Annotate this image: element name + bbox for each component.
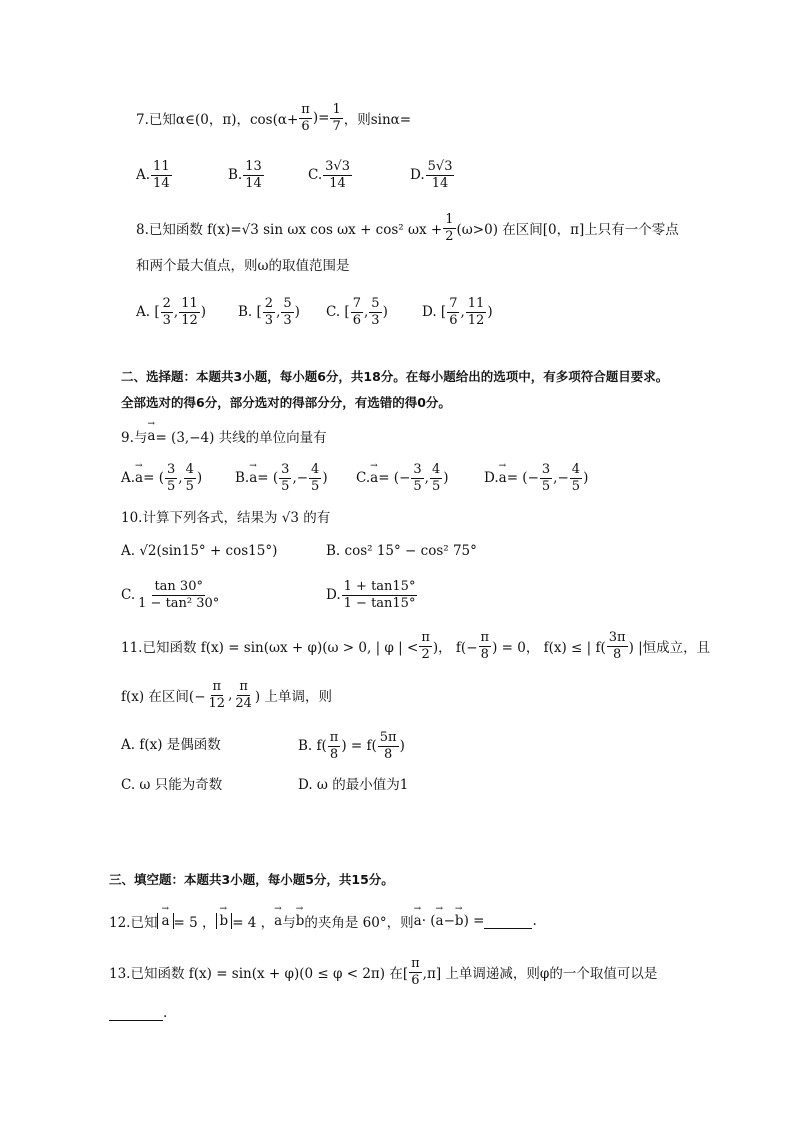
q11-option-c: C. ω 只能为奇数 [121,777,223,793]
q8-option-a: A. [ $\frac{2}{3}$ , $\frac{11}{12}$ ) [136,295,207,328]
q9-option-c: C. → a = (− $\frac{3}{5}$ , $\frac{4}{5}$ ) [356,458,449,498]
q11-option-b: B. f( $\frac{\pi}{8}$ ) = f( $\frac{5\pi}{8}$ ) [298,729,405,762]
q7-fraction-1-7: $\frac{1}{7}$ [332,101,341,134]
q11-option-d: D. ω 的最小值为1 [298,777,409,793]
q11-stem-line1: 11.已知函数 f(x) = sin(ωx + φ)(ω > 0, | φ | < $\frac{\pi}{2}$ )， f(− $\frac{\pi}{8}$ ) = 0， f(x) ≤ | f( $\frac{3\pi}{8}$ ) |恒成立，且 [121,629,711,662]
q7-option-a: A. $\frac{11}{14}$ [136,158,170,191]
q7-option-b: B. $\frac{13}{14}$ [228,158,262,191]
q7-fraction-pi-6: $\frac{\pi}{6}$ [301,101,310,134]
section2-heading-line1: 二、选择题：本题共3小题，每小题6分，共18分。在每小题给出的选项中，有多项符合题目要求。 [121,369,669,384]
section3-heading: 三、填空题：本题共3小题，每小题5分，共15分。 [109,872,394,887]
q8-stem-line2: 和两个最大值点，则ω的取值范围是 [136,258,350,274]
q13-answer-blank[interactable] [109,1006,163,1021]
q11-option-a: A. f(x) 是偶函数 [121,737,221,753]
q8-option-b: B. [ $\frac{2}{3}$ , $\frac{5}{3}$ ) [238,295,300,328]
abs-vector-a: → a [157,913,173,929]
abs-vector-b: → b [216,913,233,929]
q9-stem: 9.与 → a = (3,−4) 共线的单位向量有 [121,426,327,446]
q9-option-b: B. → a = ( $\frac{3}{5}$ ,− $\frac{4}{5}$ ) [235,458,328,498]
q8-stem-line1: 8.已知函数 f(x)=√3 sin ωx cos ωx + cos² ωx + $\frac{1}{2}$ (ω>0) 在区间[0，π]上只有一个零点 [136,211,679,244]
vector-a: → a [147,428,155,444]
q13-answer-line: . [109,1005,167,1021]
q12-stem: 12.已知 → a = 5 ， → b = 4 ， → a 与 → b 的夹角是 60°，则 → a · ( → a − → b ) = . [109,908,537,934]
q10-option-c: C. $\frac{\tan 30^\circ}{\text{1 − tan² 30°}}$ [121,578,220,611]
section2-heading-line2: 全部选对的得6分，部分选对的得部分分，有选错的得0分。 [121,395,451,410]
q7-text-suffix: ，则sinα= [343,112,412,128]
q7-option-d: D. $\frac{5√3}{14}$ [410,158,453,191]
q7-text-prefix: 7.已知α∈(0，π)，cos(α+ [136,112,299,128]
q8-option-c: C. [ $\frac{7}{6}$ , $\frac{5}{3}$ ) [326,295,388,328]
q7-stem [136,100,411,136]
q12-answer-blank[interactable] [484,914,532,929]
q8-option-d: D. [ $\frac{7}{6}$ , $\frac{11}{12}$ ) [422,295,493,328]
q9-option-d: D. → a = (− $\frac{3}{5}$ ,− $\frac{4}{5}$ ) [484,458,588,498]
q10-option-b: B. cos² 15° − cos² 75° [326,543,477,559]
q10-stem: 10.计算下列各式，结果为 √3 的有 [121,510,331,526]
q9-option-a: A. → a = ( $\frac{3}{5}$ , $\frac{4}{5}$ ) [121,458,202,498]
q7-option-c: C. $\frac{3√3}{14}$ [308,158,350,191]
q11-stem-line2: f(x) 在区间(− $\frac{\pi}{12}$ , $\frac{\pi}{24}$ ) 上单调，则 [121,678,332,711]
q13-stem: 13.已知函数 f(x) = sin(x + φ)(0 ≤ φ < 2π) 在[ $\frac{\pi}{6}$ ,π] 上单调递减，则φ的一个取值可以是 [109,955,658,988]
q7-text-eq: )= [312,110,330,126]
q10-option-d: D. $\frac{1 + \tan 15^\circ}{1 - \tan 15^\circ}$ [326,578,416,611]
q10-option-a: A. √2(sin15° + cos15°) [121,543,278,559]
